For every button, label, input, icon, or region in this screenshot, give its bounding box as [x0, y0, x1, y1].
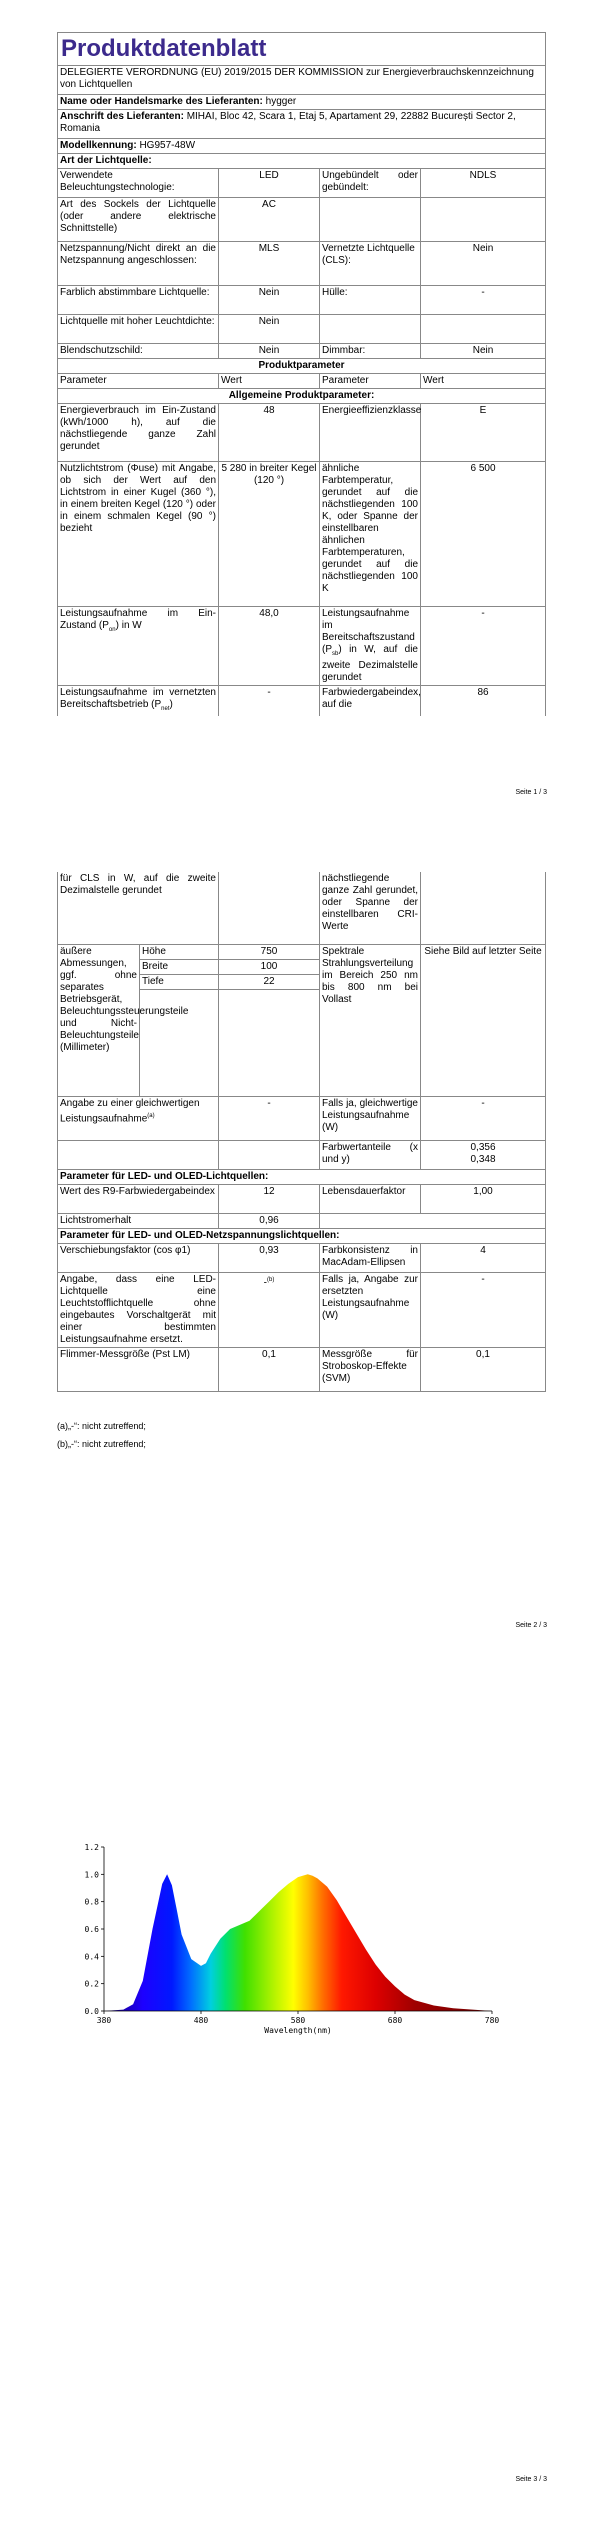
pon-value: 48,0 [219, 607, 320, 686]
connected-label: Vernetzte Lichtquelle (CLS): [320, 242, 421, 286]
footnote-b: (b)„-“: nicht zutreffend; [57, 1439, 146, 1449]
page-2 [0, 842, 596, 1684]
pf-value: 0,93 [219, 1243, 320, 1272]
depth-label: Tiefe [140, 974, 219, 989]
dimmable-value: Nein [421, 344, 546, 359]
replace-label: Falls ja, Angabe zur ersetzten Leistungsaufnahme (W) [320, 1272, 421, 1347]
empty-cell [219, 872, 320, 944]
led-params-header: Parameter für LED- und OLED-Lichtquellen: [58, 1169, 546, 1184]
pnet-label-continued: für CLS in W, auf die zweite Dezimalstelle gerundet [58, 872, 219, 944]
x-axis-label: Wavelength(nm) [264, 2026, 332, 2035]
equiv-power-label: Falls ja, gleichwertige Leistungsaufnahme (W) [320, 1096, 421, 1140]
psb-subscript: sb [332, 651, 339, 657]
equiv-label-text: Angabe zu einer gleichwertigen Leistungsaufnahme [60, 1097, 200, 1124]
supplier-address-label: Anschrift des Lieferanten: [60, 111, 184, 122]
pnet-label-close: ) [169, 699, 173, 710]
antiglare-label: Blendschutzschild: [58, 344, 219, 359]
replace-value: - [421, 1272, 546, 1347]
supplier-name-label: Name oder Handelsmarke des Lieferanten: [60, 96, 263, 107]
supplier-address: MIHAI, Bloc 42, Scara 1, Etaj 5, Apartament 29, 22882 București Sector 2, Romania [60, 111, 516, 134]
chroma-x: 0,356 [470, 1141, 496, 1153]
antiglare-value: Nein [219, 344, 320, 359]
x-tick-label: 480 [193, 2016, 209, 2025]
psb-label-text: Leistungsaufnahme im Bereitschaftszustand (P [322, 608, 415, 655]
maint-label: Lichtstromerhalt [58, 1213, 219, 1228]
claim-value [219, 1272, 320, 1347]
empty-cell [421, 315, 546, 344]
dims-label: äußere Abmessungen, ggf. ohne separates Betriebsgerät, Beleuchtungssteuerungsteile und Nicht-Beleuchtungsteile (Millimeter) [58, 944, 140, 1096]
width-value: 100 [219, 959, 320, 974]
cri-label-continued: nächstliegende ganze Zahl gerundet, oder Spanne der einstellbaren CRI-Werte [320, 872, 421, 944]
cri-label: Farbwiedergabeindex, auf die [320, 686, 421, 717]
empty-cell [219, 1140, 320, 1169]
datasheet-table-1 [57, 32, 546, 716]
empty-cell [320, 198, 421, 242]
strobe-label: Messgröße für Stroboskop-Effekte (SVM) [320, 1347, 421, 1391]
claim-footnote-ref: (b) [267, 1276, 275, 1283]
survival-label: Lebensdauerfaktor [320, 1184, 421, 1213]
x-tick-label: 780 [484, 2016, 500, 2025]
x-tick-label: 380 [96, 2016, 112, 2025]
product-params-header: Produktparameter [58, 359, 546, 374]
strobe-value: 0,1 [421, 1347, 546, 1391]
y-tick-label: 0.2 [84, 1979, 99, 1989]
height-label: Höhe [140, 944, 219, 959]
energy-class-value: E [421, 404, 546, 462]
depth-value: 22 [219, 974, 320, 989]
energy-class-label: Energieeffizienzklasse [320, 404, 421, 462]
cap-value: AC [219, 198, 320, 242]
x-tick-label: 680 [387, 2016, 403, 2025]
psb-label-unit: ) in W, auf die zweite Dezimalstelle gerundet [322, 644, 418, 683]
y-tick-label: 0.4 [84, 1952, 99, 1962]
flux-value: 5 280 in breiter Kegel (120 °) [219, 462, 320, 607]
y-tick-label: 1.0 [84, 1870, 99, 1880]
model-row [58, 139, 546, 154]
consistency-label: Farbkonsistenz in MacAdam-Ellipsen [320, 1243, 421, 1272]
col-value-header: Wert [421, 374, 546, 389]
pon-label [58, 607, 219, 686]
general-params-header: Allgemeine Produktparameter: [58, 389, 546, 404]
highlum-label: Lichtquelle mit hoher Leuchtdichte: [58, 315, 219, 344]
height-value: 750 [219, 944, 320, 959]
nondirectional-label: Ungebündelt oder gebündelt: [320, 169, 421, 198]
page-number: Seite 3 / 3 [515, 2476, 547, 2483]
cct-value: 6 500 [421, 462, 546, 607]
light-source-type-header: Art der Lichtquelle: [58, 154, 546, 169]
claim-value-text: - [263, 1276, 267, 1288]
mains-value: MLS [219, 242, 320, 286]
equiv-footnote-ref: (a) [147, 1112, 155, 1119]
empty-cell [58, 1140, 219, 1169]
spectrum-area [104, 1874, 492, 2011]
chroma-label: Farbwertanteile (x und y) [320, 1140, 421, 1169]
flux-label: Nutzlichtstrom (Φuse) mit Angabe, ob sich der Wert auf den Lichtstrom in einer Kugel (360 °), in einem breiten Kegel (120 °) oder in einem schmalen Kegel (90 °) bezieht [58, 462, 219, 607]
col-param-header: Parameter [58, 374, 219, 389]
pnet-subscript: net [161, 706, 170, 712]
spd-label: Spektrale Strahlungsverteilung im Bereich 250 nm bis 800 nm bei Vollast [320, 944, 421, 1096]
cct-label: ähnliche Farbtemperatur, gerundet auf die nächstliegenden 100 K, oder Spanne der einstellbaren ähnlichen Farbtemperaturen, gerundet auf die nächstliegenden 100 K [320, 462, 421, 607]
page-number: Seite 2 / 3 [515, 1622, 547, 1629]
spectral-distribution-chart [60, 1839, 520, 2039]
footnote-a: (a)„-“: nicht zutreffend; [57, 1421, 146, 1431]
energy-label: Energieverbrauch im Ein-Zustand (kWh/1000 h), auf die nächstliegende ganze Zahl gerundet [58, 404, 219, 462]
envelope-label: Hülle: [320, 286, 421, 315]
highlum-value: Nein [219, 315, 320, 344]
tunable-value: Nein [219, 286, 320, 315]
mains-label: Netzspannung/Nicht direkt an die Netzspannung angeschlossen: [58, 242, 219, 286]
equiv-power-value: - [421, 1096, 546, 1140]
maint-value: 0,96 [219, 1213, 320, 1228]
datasheet-table-2 [57, 872, 546, 1392]
width-label: Breite [140, 959, 219, 974]
cri-value: 86 [421, 686, 546, 717]
mains-params-header: Parameter für LED- und OLED-Netzspannungslichtquellen: [58, 1228, 546, 1243]
col-value-header: Wert [219, 374, 320, 389]
pon-label-unit: ) in W [115, 620, 142, 631]
equiv-value: - [219, 1096, 320, 1140]
claim-label: Angabe, dass eine LED-Lichtquelle eine Leuchtstofflichtquelle ohne eingebautes Vorschaltgerät mit einer bestimmten Leistungsaufnahme ersetzt. [58, 1272, 219, 1347]
col-param-header: Parameter [320, 374, 421, 389]
empty-cell [421, 872, 546, 944]
empty-cell [219, 989, 320, 1096]
flicker-label: Flimmer-Messgröße (Pst LM) [58, 1347, 219, 1391]
x-tick-label: 580 [290, 2016, 306, 2025]
pnet-value: - [219, 686, 320, 717]
page-number: Seite 1 / 3 [515, 789, 547, 796]
pnet-label [58, 686, 219, 717]
pon-label-text: Leistungsaufnahme im Ein-Zustand (P [60, 608, 216, 631]
nondirectional-value: NDLS [421, 169, 546, 198]
page-title: Produktdatenblatt [58, 33, 546, 66]
tech-label: Verwendete Beleuchtungstechnologie: [58, 169, 219, 198]
equiv-label [58, 1096, 219, 1140]
model-label: Modellkennung: [60, 140, 137, 151]
spd-value: Siehe Bild auf letzter Seite [421, 944, 546, 1096]
chroma-values [421, 1140, 546, 1169]
cap-label: Art des Sockels der Lichtquelle (oder andere elektrische Schnittstelle) [58, 198, 219, 242]
model-id: HG957-48W [139, 140, 196, 151]
psb-value: - [421, 607, 546, 686]
r9-value: 12 [219, 1184, 320, 1213]
supplier-name: hygger [265, 96, 297, 107]
envelope-value: - [421, 286, 546, 315]
page-3 [0, 1684, 596, 2526]
energy-value: 48 [219, 404, 320, 462]
y-tick-label: 0.0 [84, 2007, 99, 2016]
supplier-name-row [58, 95, 546, 110]
dimmable-label: Dimmbar: [320, 344, 421, 359]
survival-value: 1,00 [421, 1184, 546, 1213]
r9-label: Wert des R9-Farbwiedergabeindex [58, 1184, 219, 1213]
supplier-address-row [58, 110, 546, 139]
y-tick-label: 0.8 [84, 1897, 99, 1907]
y-tick-label: 1.2 [84, 1843, 99, 1852]
flicker-value: 0,1 [219, 1347, 320, 1391]
empty-cell [421, 198, 546, 242]
psb-label [320, 607, 421, 686]
consistency-value: 4 [421, 1243, 546, 1272]
regulation-text: DELEGIERTE VERORDNUNG (EU) 2019/2015 DER KOMMISSION zur Energieverbrauchskennzeichnung von Lichtquellen [58, 66, 546, 95]
pon-subscript: on [108, 627, 116, 633]
pnet-label-text: Leistungsaufnahme im vernetzten Bereitschaftsbetrieb (P [60, 687, 216, 710]
connected-value: Nein [421, 242, 546, 286]
page-1 [0, 0, 596, 842]
pf-label: Verschiebungsfaktor (cos φ1) [58, 1243, 219, 1272]
tech-value: LED [219, 169, 320, 198]
chroma-y: 0,348 [470, 1153, 496, 1165]
empty-cell [320, 1213, 546, 1228]
y-tick-label: 0.6 [84, 1925, 99, 1934]
tunable-label: Farblich abstimmbare Lichtquelle: [58, 286, 219, 315]
empty-cell [320, 315, 421, 344]
